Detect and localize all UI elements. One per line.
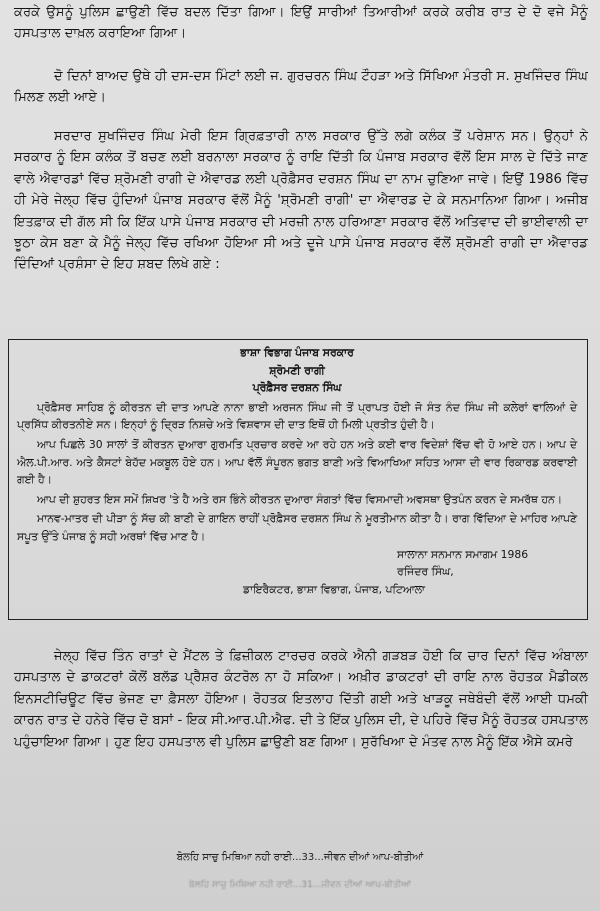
paragraph-award: ਸਰਦਾਰ ਸੁਖਜਿੰਦਰ ਸਿੰਘ ਮੇਰੀ ਇਸ ਗ੍ਰਿਫ਼ਤਾਰੀ ਨਾਲ ਸਰਕਾਰ ਉੱਤੇ ਲਗੇ ਕਲੰਕ ਤੋਂ ਪਰੇਸ਼ਾਨ ਸਨ। ਉਨ੍ਹਾਂ ਨੇ ਸਰਕਾਰ ਨੂੰ ਇਸ ਕਲੰਕ ਤੋਂ ਬਚਣ ਲਈ ਬਰਨਾਲਾ ਸਰਕਾਰ ਨੂੰ ਰਾਇ ਦਿੱਤੀ ਕਿ ਪੰਜਾਬ ਸਰਕਾਰ ਵੱਲੋਂ ਇਸ ਸਾਲ ਦੇ ਦਿੱਤੇ ਜਾਣ ਵਾਲੇ ਐਵਾਰਡਾਂ ਵਿੱਚ ਸ਼੍ਰੋਮਣੀ ਰਾਗੀ ਦੇ ਐਵਾਰਡ ਲਈ ਪ੍ਰੋਫ਼ੈਸਰ ਦਰਸ਼ਨ ਸਿੰਘ ਦਾ ਨਾਮ ਚੁਣਿਆ ਜਾਵੇ। ਇਉਂ 1986 ਵਿੱਚ ਹੀ ਮੇਰੇ ਜੇਲ੍ਹ ਵਿੱਚ ਹੁੰਦਿਆਂ ਪੰਜਾਬ ਸਰਕਾਰ ਵੱਲੋਂ ਮੈਨੂੰ 'ਸ਼੍ਰੋਮਣੀ ਰਾਗੀ' ਦਾ ਐਵਾਰਡ ਦੇ ਕੇ ਸਨਮਾਨਿਆ ਗਿਆ। ਅਜੀਬ ਇਤਫ਼ਾਕ ਦੀ ਗੱਲ ਸੀ ਕਿ ਇੱਕ ਪਾਸੇ ਪੰਜਾਬ ਸਰਕਾਰ ਦੀ ਮਰਜ਼ੀ ਨਾਲ ਹਰਿਆਣਾ ਸਰਕਾਰ ਵੱਲੋਂ ਅਤਿਵਾਦ ਦੀ ਭਾਈਵਾਲੀ ਦਾ ਝੂਠਾ ਕੇਸ ਬਣਾ ਕੇ ਮੈਨੂੰ ਜੇਲ੍ਹ ਵਿੱਚ ਰਖਿਆ ਹੋਇਆ ਸੀ ਅਤੇ ਦੂਜੇ ਪਾਸੇ ਪੰਜਾਬ ਸਰਕਾਰ ਵੱਲੋਂ ਸ਼੍ਰੋਮਣੀ ਰਾਗੀ ਦਾ ਐਵਾਰਡ ਦਿੰਦਿਆਂ ਪ੍ਰਸ਼ੰਸਾ ਦੇ ਇਹ ਸ਼ਬਦ ਲਿਖੇ ਗਏ :	[14, 129, 588, 273]
citation-heading-department: ਭਾਸ਼ਾ ਵਿਭਾਗ ਪੰਜਾਬ ਸਰਕਾਰ	[240, 346, 354, 359]
citation-heading-name: ਪ੍ਰੋਫ਼ੈਸਰ ਦਰਸ਼ਨ ਸਿੰਘ	[252, 381, 342, 395]
paragraph-visit: ਦੋ ਦਿਨਾਂ ਬਾਅਦ ਉਥੇ ਹੀ ਦਸ-ਦਸ ਮਿੰਟਾਂ ਲਈ ਜ. ਗੁਰਚਰਨ ਸਿੰਘ ਟੌਹੜਾ ਅਤੇ ਸਿੱਖਿਆ ਮੰਤਰੀ ਸ. ਸੁਖਜਿੰਦਰ ਸਿੰਘ ਮਿਲਣ ਲਈ ਆਏ।	[14, 69, 588, 106]
citation-body-3: ਆਪ ਦੀ ਸ਼ੁਹਰਤ ਇਸ ਸਮੇਂ ਸ਼ਿਖਰ 'ਤੇ ਹੈ ਅਤੇ ਰਸ ਭਿੰਨੇ ਕੀਰਤਨ ਦੁਆਰਾ ਸੰਗਤਾਂ ਵਿੱਚ ਵਿਸਮਾਦੀ ਅਵਸਥਾ ਉਤਪੰਨ ਕਰਨ ਦੇ ਸਮਰੱਥ ਹਨ।	[37, 492, 562, 506]
citation-body-2: ਆਪ ਪਿਛਲੇ 30 ਸਾਲਾਂ ਤੋਂ ਕੀਰਤਨ ਦੁਆਰਾ ਗੁਰਮਤਿ ਪ੍ਰਚਾਰ ਕਰਦੇ ਆ ਰਹੇ ਹਨ ਅਤੇ ਕਈ ਵਾਰ ਵਿਦੇਸ਼ਾਂ ਵਿੱਚ ਵੀ ਹੋ ਆਏ ਹਨ। ਆਪ ਦੇ ਐਲ.ਪੀ.ਆਰ. ਅਤੇ ਕੈਸਟਾਂ ਬੇਹੱਦ ਮਕਬੂਲ ਹੋਏ ਹਨ। ਆਪ ਵੱਲੋਂ ਸੰਪੂਰਨ ਭਗਤ ਬਾਣੀ ਅਤੇ ਵਿਆਖਿਆ ਸਹਿਤ ਆਸਾ ਦੀ ਵਾਰ ਰਿਕਾਰਡ ਕਰਵਾਈ ਗਈ ਹੈ।	[17, 437, 577, 487]
page-footer-bleedthrough: ਬੋਲਹਿ ਸਾਚੁ ਮਿਥਿਆ ਨਹੀ ਰਾਈ...31...ਜੀਵਨ ਦੀਆਂ ਆਪ-ਬੀਤੀਆਂ	[189, 880, 411, 890]
citation-body-4: ਮਾਨਵ-ਮਾਤਰ ਦੀ ਪੀੜਾ ਨੂੰ ਸੱਚ ਕੀ ਬਾਣੀ ਦੇ ਗਾਇਨ ਰਾਹੀਂ ਪ੍ਰੋਫ਼ੈਸਰ ਦਰਸ਼ਨ ਸਿੰਘ ਨੇ ਮੂਰਤੀਮਾਨ ਕੀਤਾ ਹੈ। ਰਾਗ ਵਿੱਦਿਆ ਦੇ ਮਾਹਿਰ ਆਪਣੇ ਸਪੂਤ ਉੱਤੇ ਪੰਜਾਬ ਨੂੰ ਸਹੀ ਅਰਥਾਂ ਵਿੱਚ ਮਾਣ ਹੈ।	[17, 512, 577, 543]
paragraph-hospital: ਜੇਲ੍ਹ ਵਿੱਚ ਤਿੰਨ ਰਾਤਾਂ ਦੇ ਮੈਂਟਲ ਤੇ ਫ਼ਿਜ਼ੀਕਲ ਟਾਰਚਰ ਕਰਕੇ ਐਨੀ ਗੜਬੜ ਹੋਈ ਕਿ ਚਾਰ ਦਿਨਾਂ ਵਿੱਚ ਅੰਬਾਲਾ ਹਸਪਤਾਲ ਦੇ ਡਾਕਟਰਾਂ ਕੋਲੋਂ ਬਲੱਡ ਪ੍ਰੈਸ਼ਰ ਕੰਟਰੋਲ ਨਾ ਹੋ ਸਕਿਆ। ਅਖ਼ੀਰ ਡਾਕਟਰਾਂ ਦੀ ਰਾਇ ਨਾਲ ਰੋਹਤਕ ਮੈਡੀਕਲ ਇਨਸਟੀਚਿਊਟ ਵਿੱਚ ਭੇਜਣ ਦਾ ਫ਼ੈਸਲਾ ਹੋਇਆ। ਰੋਹਤਕ ਇਤਲਾਹ ਦਿੱਤੀ ਗਈ ਅਤੇ ਖਾੜਕੂ ਜਥੇਬੰਦੀ ਵੱਲੋਂ ਆਈ ਧਮਕੀ ਕਾਰਨ ਰਾਤ ਦੇ ਹਨੇਰੇ ਵਿੱਚ ਦੋ ਬਸਾਂ - ਇਕ ਸੀ.ਆਰ.ਪੀ.ਐਫ. ਦੀ ਤੇ ਇੱਕ ਪੁਲਿਸ ਦੀ, ਦੇ ਪਹਿਰੇ ਵਿੱਚ ਮੈਨੂੰ ਰੋਹਤਕ ਹਸਪਤਾਲ ਪਹੁੰਚਾਇਆ ਗਿਆ। ਹੁਣ ਇਹ ਹਸਪਤਾਲ ਵੀ ਪੁਲਿਸ ਛਾਉਣੀ ਬਣ ਗਿਆ। ਸੁਰੱਖਿਆ ਦੇ ਮੰਤਵ ਨਾਲ ਮੈਨੂੰ ਇੱਕ ਐਸੇ ਕਮਰੇ	[14, 649, 588, 750]
award-citation-box	[8, 339, 588, 620]
citation-event: ਸਾਲਾਨਾ ਸਨਮਾਨ ਸਮਾਗਮ 1986	[397, 547, 529, 561]
citation-designation: ਡਾਇਰੈਕਟਰ, ਭਾਸ਼ਾ ਵਿਭਾਗ, ਪੰਜਾਬ, ਪਟਿਆਲਾ	[243, 582, 425, 596]
citation-body-1: ਪ੍ਰੋਫ਼ੈਸਰ ਸਾਹਿਬ ਨੂੰ ਕੀਰਤਨ ਦੀ ਦਾਤ ਆਪਣੇ ਨਾਨਾ ਭਾਈ ਅਰਜਨ ਸਿੰਘ ਜੀ ਤੋਂ ਪ੍ਰਾਪਤ ਹੋਈ ਜੋ ਸੰਤ ਨੰਦ ਸਿੰਘ ਜੀ ਕਲੇਰਾਂ ਵਾਲਿਆਂ ਦੇ ਪ੍ਰਸਿੱਧ ਕੀਰਤਨੀਏ ਸਨ। ਇਨ੍ਹਾਂ ਨੂੰ ਦ੍ਰਿੜ ਨਿਸ਼ਚੇ ਅਤੇ ਵਿਸ਼ਵਾਸ ਦੀ ਦਾਤ ਇਥੋਂ ਹੀ ਮਿਲੀ ਪ੍ਰਤੀਤ ਹੁੰਦੀ ਹੈ।	[17, 400, 577, 432]
page-footer: ਬੋਲਹਿ ਸਾਚੁ ਮਿਥਿਆ ਨਹੀ ਰਾਈ...33...ਜੀਵਨ ਦੀਆਂ ਆਪ-ਬੀਤੀਆਂ	[176, 852, 424, 863]
citation-heading-title: ਸ਼੍ਰੋਮਣੀ ਰਾਗੀ	[269, 363, 325, 377]
citation-signatory: ਰਜਿੰਦਰ ਸਿੰਘ,	[397, 565, 454, 579]
paragraph-continuation: ਕਰਕੇ ਉਸਨੂੰ ਪੁਲਿਸ ਛਾਉਣੀ ਵਿੱਚ ਬਦਲ ਦਿੱਤਾ ਗਿਆ। ਇਉਂ ਸਾਰੀਆਂ ਤਿਆਰੀਆਂ ਕਰਕੇ ਕਰੀਬ ਰਾਤ ਦੇ ਦੋ ਵਜੇ ਮੈਨੂੰ ਹਸਪਤਾਲ ਦਾਖ਼ਲ ਕਰਾਇਆ ਗਿਆ।	[14, 5, 588, 42]
